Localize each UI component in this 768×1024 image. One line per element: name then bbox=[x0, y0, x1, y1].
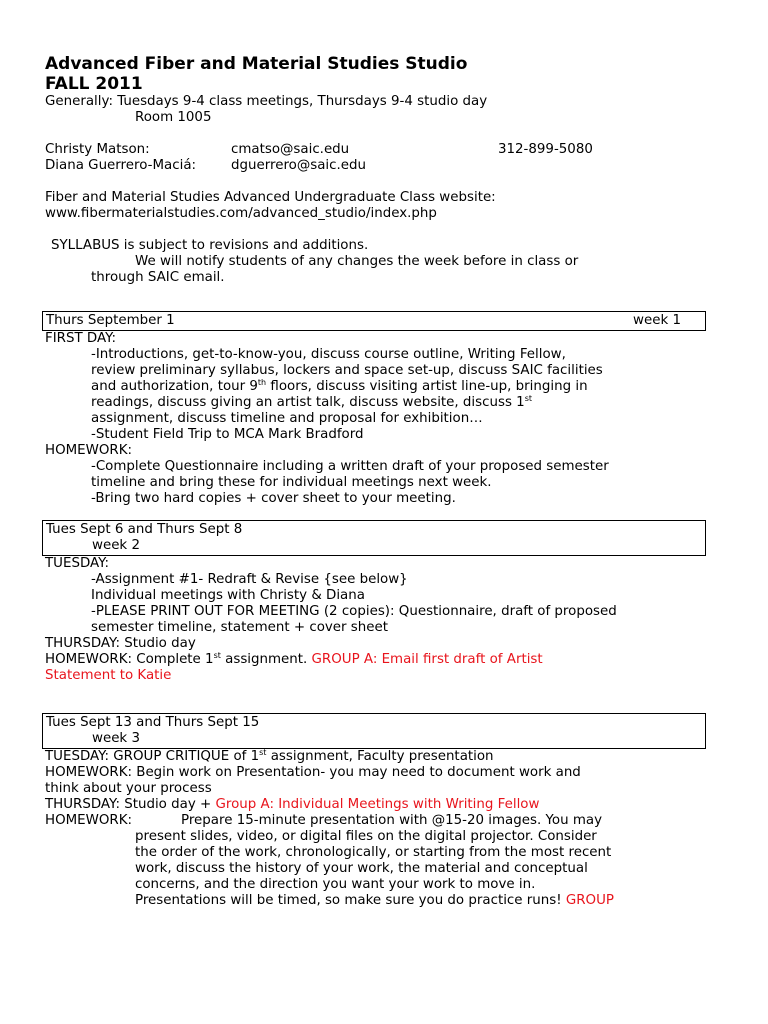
week-2-header bbox=[42, 520, 706, 556]
week-number: week 3 bbox=[92, 731, 140, 746]
notice-line: We will notify students of any changes the week before in class or bbox=[135, 254, 579, 269]
week-number: week 1 bbox=[633, 313, 681, 328]
homework-line: work, discuss the history of your work, the material and conceptual bbox=[135, 861, 588, 876]
agenda-line: -Assignment #1- Redraft & Revise {see below} bbox=[91, 572, 408, 587]
website-link[interactable]: www.fibermaterialstudies.com/advanced_studio/index.php bbox=[45, 206, 437, 221]
agenda-line: -Student Field Trip to MCA Mark Bradford bbox=[91, 427, 364, 442]
week-number: week 2 bbox=[92, 538, 140, 553]
course-title: Advanced Fiber and Material Studies Studio bbox=[45, 54, 468, 74]
contact-phone: 312-899-5080 bbox=[498, 142, 593, 157]
week-1-header bbox=[42, 311, 706, 331]
section-label: TUESDAY: bbox=[45, 556, 110, 571]
agenda-line: readings, discuss giving an artist talk, discuss website, discuss 1st bbox=[91, 394, 533, 410]
homework-line: timeline and bring these for individual meetings next week. bbox=[91, 475, 492, 490]
homework-line: think about your process bbox=[45, 781, 212, 796]
homework-line: Statement to Katie bbox=[45, 668, 172, 683]
notice-line: SYLLABUS is subject to revisions and additions. bbox=[51, 238, 369, 253]
room-number: Room 1005 bbox=[135, 110, 212, 125]
homework-line: present slides, video, or digital files on the digital projector. Consider bbox=[135, 829, 597, 844]
agenda-line: review preliminary syllabus, lockers and space set-up, discuss SAIC facilities bbox=[91, 363, 603, 378]
schedule-general: Generally: Tuesdays 9-4 class meetings, Thursdays 9-4 studio day bbox=[45, 94, 488, 109]
contact-row bbox=[45, 158, 735, 174]
contact-email[interactable]: dguerrero@saic.edu bbox=[231, 158, 366, 173]
contact-name: Diana Guerrero-Maciá: bbox=[45, 158, 197, 173]
notice-line: through SAIC email. bbox=[91, 270, 225, 285]
homework-line: concerns, and the direction you want your work to move in. bbox=[135, 877, 536, 892]
syllabus-page bbox=[45, 54, 735, 909]
week-date: Thurs September 1 bbox=[46, 313, 175, 328]
homework-line: the order of the work, chronologically, or starting from the most recent bbox=[135, 845, 612, 860]
term-title: FALL 2011 bbox=[45, 74, 143, 94]
homework-line: Presentations will be timed, so make sure you do practice runs! GROUP bbox=[135, 893, 614, 908]
agenda-line: TUESDAY: GROUP CRITIQUE of 1st assignment, Faculty presentation bbox=[45, 748, 494, 764]
agenda-line: Individual meetings with Christy & Diana bbox=[91, 588, 365, 603]
week-date: Tues Sept 6 and Thurs Sept 8 bbox=[46, 522, 243, 537]
homework-line: -Bring two hard copies + cover sheet to your meeting. bbox=[91, 491, 456, 506]
agenda-line: -PLEASE PRINT OUT FOR MEETING (2 copies): Questionnaire, draft of proposed bbox=[91, 604, 617, 619]
homework-line: HOMEWORK: Complete 1st assignment. GROUP A: Email first draft of Artist bbox=[45, 651, 543, 667]
agenda-line: assignment, discuss timeline and proposal for exhibition… bbox=[91, 411, 483, 426]
website-label: Fiber and Material Studies Advanced Undergraduate Class website: bbox=[45, 190, 496, 205]
homework-line: HOMEWORK: Begin work on Presentation- you may need to document work and bbox=[45, 765, 581, 780]
week-3-header bbox=[42, 713, 706, 749]
agenda-line: and authorization, tour 9th floors, discuss visiting artist line-up, bringing in bbox=[91, 378, 588, 394]
agenda-line: THURSDAY: Studio day + Group A: Individual Meetings with Writing Fellow bbox=[45, 797, 540, 812]
section-label: HOMEWORK: bbox=[45, 443, 132, 458]
section-label: THURSDAY: Studio day bbox=[45, 636, 196, 651]
section-label: FIRST DAY: bbox=[45, 331, 116, 346]
agenda-line: semester timeline, statement + cover sheet bbox=[91, 620, 389, 635]
contact-name: Christy Matson: bbox=[45, 142, 150, 157]
week-date: Tues Sept 13 and Thurs Sept 15 bbox=[46, 715, 260, 730]
homework-line: -Complete Questionnaire including a written draft of your proposed semester bbox=[91, 459, 609, 474]
agenda-line: -Introductions, get-to-know-you, discuss course outline, Writing Fellow, bbox=[91, 347, 566, 362]
contact-row bbox=[45, 142, 735, 158]
contact-email[interactable]: cmatso@saic.edu bbox=[231, 142, 350, 157]
homework-line: HOMEWORK: Prepare 15-minute presentation with @15-20 images. You may bbox=[45, 813, 602, 828]
